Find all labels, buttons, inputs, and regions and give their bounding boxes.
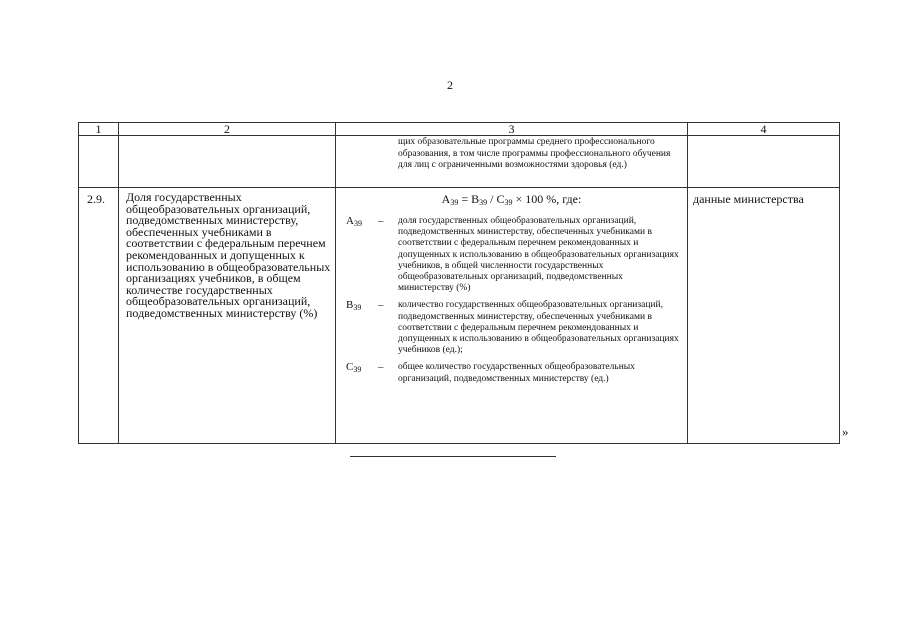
definition-a — [336, 216, 687, 294]
table-header-row — [79, 123, 840, 136]
closing-quote: » — [842, 424, 849, 439]
definition-symbol: $B_{39}$ — [346, 299, 362, 313]
continuation-text: щих образовательные программы среднего профессионального образования, в том числе программы профессионального обучения для лиц с ограниченными возможностями здоровья (ед.) — [398, 137, 671, 170]
table-row — [79, 188, 840, 444]
table-cell — [336, 136, 688, 188]
formula: $A_{39} = B_{39} / C_{39} \times 100$ %, где: — [441, 192, 582, 207]
definition-dash: – — [378, 361, 384, 374]
definition-dash: – — [378, 215, 384, 227]
definition-dash: – — [378, 299, 384, 312]
column-header: 1 — [79, 123, 119, 136]
indicator-name: Доля государственных общеобразовательных организаций, подведомственных министерству, обеспеченных учебниками в соответствии с федеральным перечнем рекомендованных и допущенных к использованию в общеобразовательных организациях учебников, в общем количестве государственных общеобразовательных организаций, подведомственных министерству (%) — [119, 188, 336, 444]
column-header: 4 — [688, 123, 840, 136]
definition-c — [336, 362, 687, 384]
continuation-row — [79, 136, 840, 188]
column-header: 3 — [336, 123, 688, 136]
definition-symbol: $C_{39}$ — [346, 361, 362, 375]
calculation-cell — [336, 188, 688, 444]
column-header: 2 — [119, 123, 336, 136]
definition-b — [336, 300, 687, 356]
footnote-divider — [350, 456, 556, 457]
page-number: 2 — [447, 78, 453, 92]
table-cell — [688, 136, 840, 188]
table-cell — [79, 136, 119, 188]
indicator-table — [78, 122, 840, 444]
row-number: 2.9. — [79, 188, 119, 444]
definition-text: доля государственных общеобразовательных организаций, подведомственных министерству, обеспеченных учебниками в соответствии с федеральным перечнем рекомендованных и допущенных к использованию в общеобразовательных организациях учебников, в общей численности государственных общеобразовательных организаций, подведомственных министерству (%) — [398, 216, 679, 294]
definition-symbol: $A_{39}$ — [346, 215, 362, 228]
data-source: данные министерства — [688, 188, 840, 444]
definition-text: общее количество государственных общеобразовательных организаций, подведомственных министерству (ед.) — [398, 362, 635, 384]
definition-text: количество государственных общеобразовательных организаций, подведомственных министерству, обеспеченных учебниками в соответствии с федеральным перечнем рекомендованных и допущенных к использованию в общеобразовательных организациях учебников (ед.); — [398, 300, 679, 356]
table-cell — [119, 136, 336, 188]
